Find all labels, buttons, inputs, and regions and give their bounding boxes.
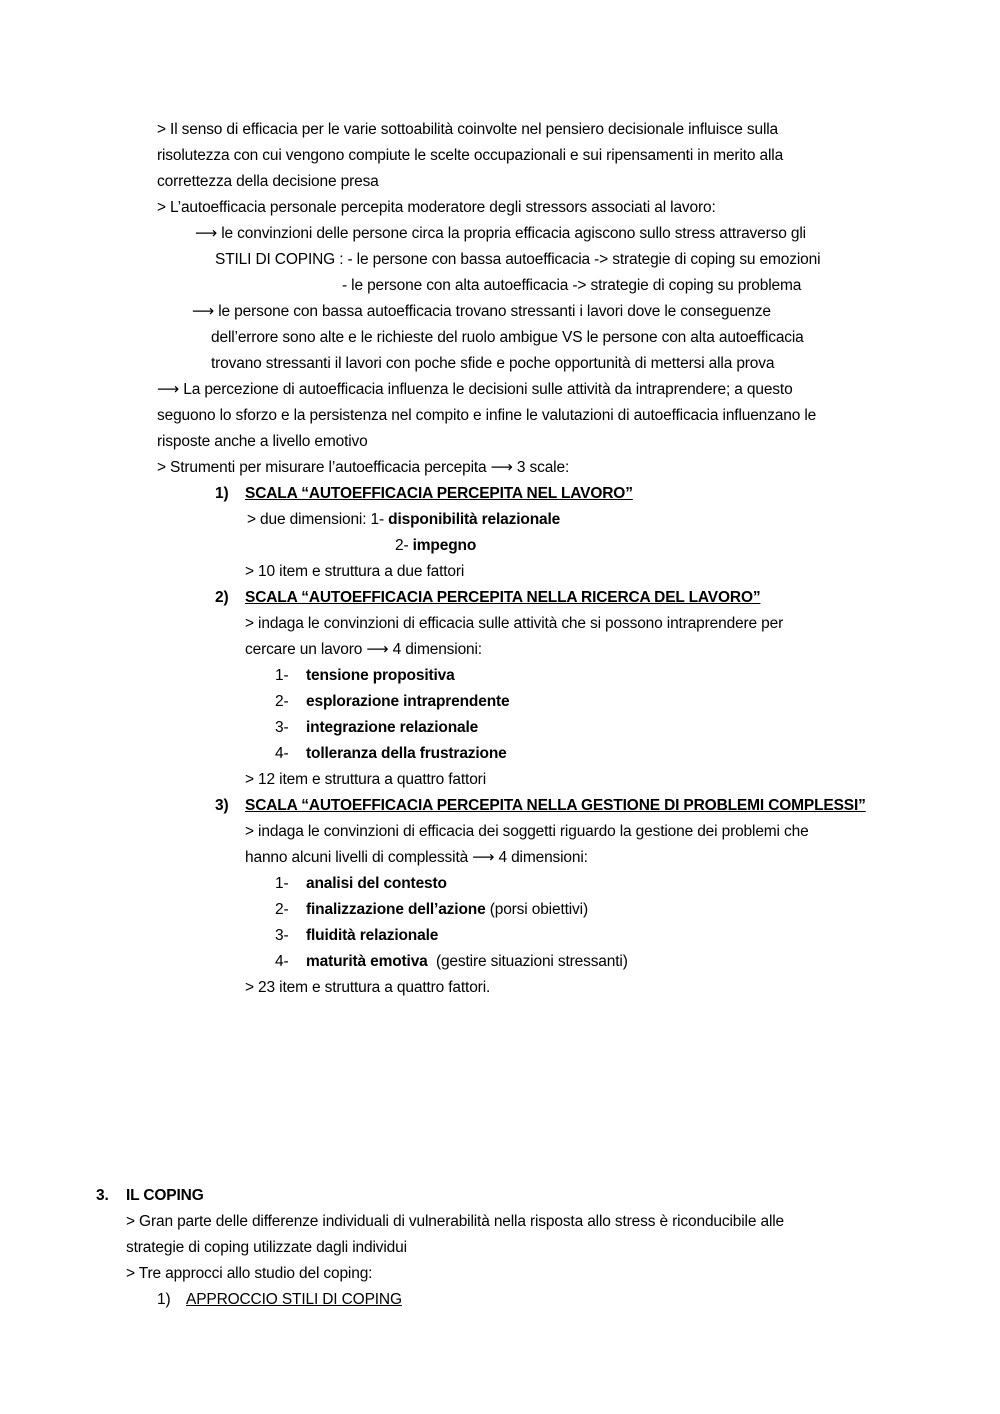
scale-title: SCALA “AUTOEFFICACIA PERCEPITA NELLA RICERCA DEL LAVORO”	[245, 589, 761, 606]
dimension-line	[306, 926, 438, 946]
section-title: IL COPING	[126, 1187, 204, 1204]
text-line: seguono lo sforzo e la persistenza nel compito e infine le valutazioni di autoefficacia influenzano le	[157, 407, 817, 424]
text-line: risolutezza con cui vengono compiute le scelte occupazionali e sui ripensamenti in merito alla	[157, 147, 784, 164]
dimension-label: tolleranza della frustrazione	[306, 745, 507, 762]
text-line: > indaga le convinzioni di efficacia dei soggetti riguardo la gestione dei problemi che	[245, 823, 809, 840]
text-line: dell’errore sono alte e le richieste del ruolo ambigue VS le persone con alta autoefficacia	[211, 329, 804, 346]
dimension-label: maturità emotiva	[306, 953, 428, 970]
dimension-number: 4-	[275, 745, 289, 762]
dimension-label: disponibilità relazionale	[388, 511, 561, 528]
dimension-number: 3-	[275, 719, 289, 736]
dimension-label: integrazione relazionale	[306, 719, 479, 736]
text-line: > 10 item e struttura a due fattori	[245, 563, 465, 580]
text-line: ⟶ La percezione di autoefficacia influenza le decisioni sulle attività da intraprendere; a questo	[157, 381, 793, 398]
dimension-label: fluidità relazionale	[306, 927, 439, 944]
dimension-number: 3-	[275, 927, 289, 944]
text-line: > Gran parte delle differenze individuali di vulnerabilità nella risposta allo stress è riconducibile alle	[126, 1213, 785, 1230]
text-line: > indaga le convinzioni di efficacia sulle attività che si possono intraprendere per	[245, 615, 784, 632]
dimension-note: (porsi obiettivi)	[485, 901, 588, 918]
text-line: STILI DI COPING : - le persone con bassa autoefficacia -> strategie di coping su emozioni	[215, 251, 821, 268]
text-line: correttezza della decisione presa	[157, 173, 379, 190]
list-number: 1)	[215, 485, 229, 502]
dimension-note: (gestire situazioni stressanti)	[427, 953, 628, 970]
section-number: 3.	[96, 1187, 109, 1204]
text-line: hanno alcuni livelli di complessità ⟶ 4 dimensioni:	[245, 849, 588, 866]
list-number: 1)	[157, 1291, 171, 1308]
dimension-label: finalizzazione dell’azione	[306, 901, 486, 918]
dimension-intro: > due dimensioni: 1-	[247, 511, 389, 528]
text-line: > Tre approcci allo studio del coping:	[126, 1265, 373, 1282]
dimension-number: 2-	[275, 901, 289, 918]
dimension-label: esplorazione intraprendente	[306, 693, 510, 710]
dimension-line	[306, 952, 628, 972]
text-line: trovano stressanti il lavori con poche sfide e poche opportunità di mettersi alla prova	[211, 355, 775, 372]
text-line: risposte anche a livello emotivo	[157, 433, 368, 450]
dimension-label: analisi del contesto	[306, 875, 447, 892]
dimension-number: 1-	[275, 875, 289, 892]
text-line: ⟶ le convinzioni delle persone circa la propria efficacia agiscono sullo stress attraverso gli	[195, 225, 806, 242]
dimension-line	[395, 536, 476, 556]
dimension-number: 4-	[275, 953, 289, 970]
text-line: > L’autoefficacia personale percepita moderatore degli stressors associati al lavoro:	[157, 199, 716, 216]
text-line: > 12 item e struttura a quattro fattori	[245, 771, 486, 788]
dimension-line	[306, 874, 447, 894]
scale-title: SCALA “AUTOEFFICACIA PERCEPITA NELLA GESTIONE DI PROBLEMI COMPLESSI”	[245, 797, 866, 814]
dimension-label: tensione propositiva	[306, 667, 455, 684]
list-number: 2)	[215, 589, 229, 606]
text-line: ⟶ le persone con bassa autoefficacia trovano stressanti i lavori dove le conseguenze	[192, 303, 771, 320]
subsection-title: APPROCCIO STILI DI COPING	[186, 1291, 402, 1308]
text-line: strategie di coping utilizzate dagli individui	[126, 1239, 407, 1256]
text-line: > Il senso di efficacia per le varie sottoabilità coinvolte nel pensiero decisionale influisce sulla	[157, 121, 779, 138]
text-line: > 23 item e struttura a quattro fattori.	[245, 979, 491, 996]
dimension-label: impegno	[412, 537, 477, 554]
scale-title: SCALA “AUTOEFFICACIA PERCEPITA NEL LAVORO”	[245, 485, 633, 502]
text-line: - le persone con alta autoefficacia -> strategie di coping su problema	[342, 277, 802, 294]
dimension-number: 2-	[275, 693, 289, 710]
dimension-number: 1-	[275, 667, 289, 684]
dimension-number: 2-	[395, 537, 413, 554]
text-line: > Strumenti per misurare l’autoefficacia percepita ⟶ 3 scale:	[157, 459, 570, 476]
list-number: 3)	[215, 797, 229, 814]
text-line: cercare un lavoro ⟶ 4 dimensioni:	[245, 641, 482, 658]
dimension-line	[247, 510, 560, 530]
dimension-line	[306, 900, 588, 920]
